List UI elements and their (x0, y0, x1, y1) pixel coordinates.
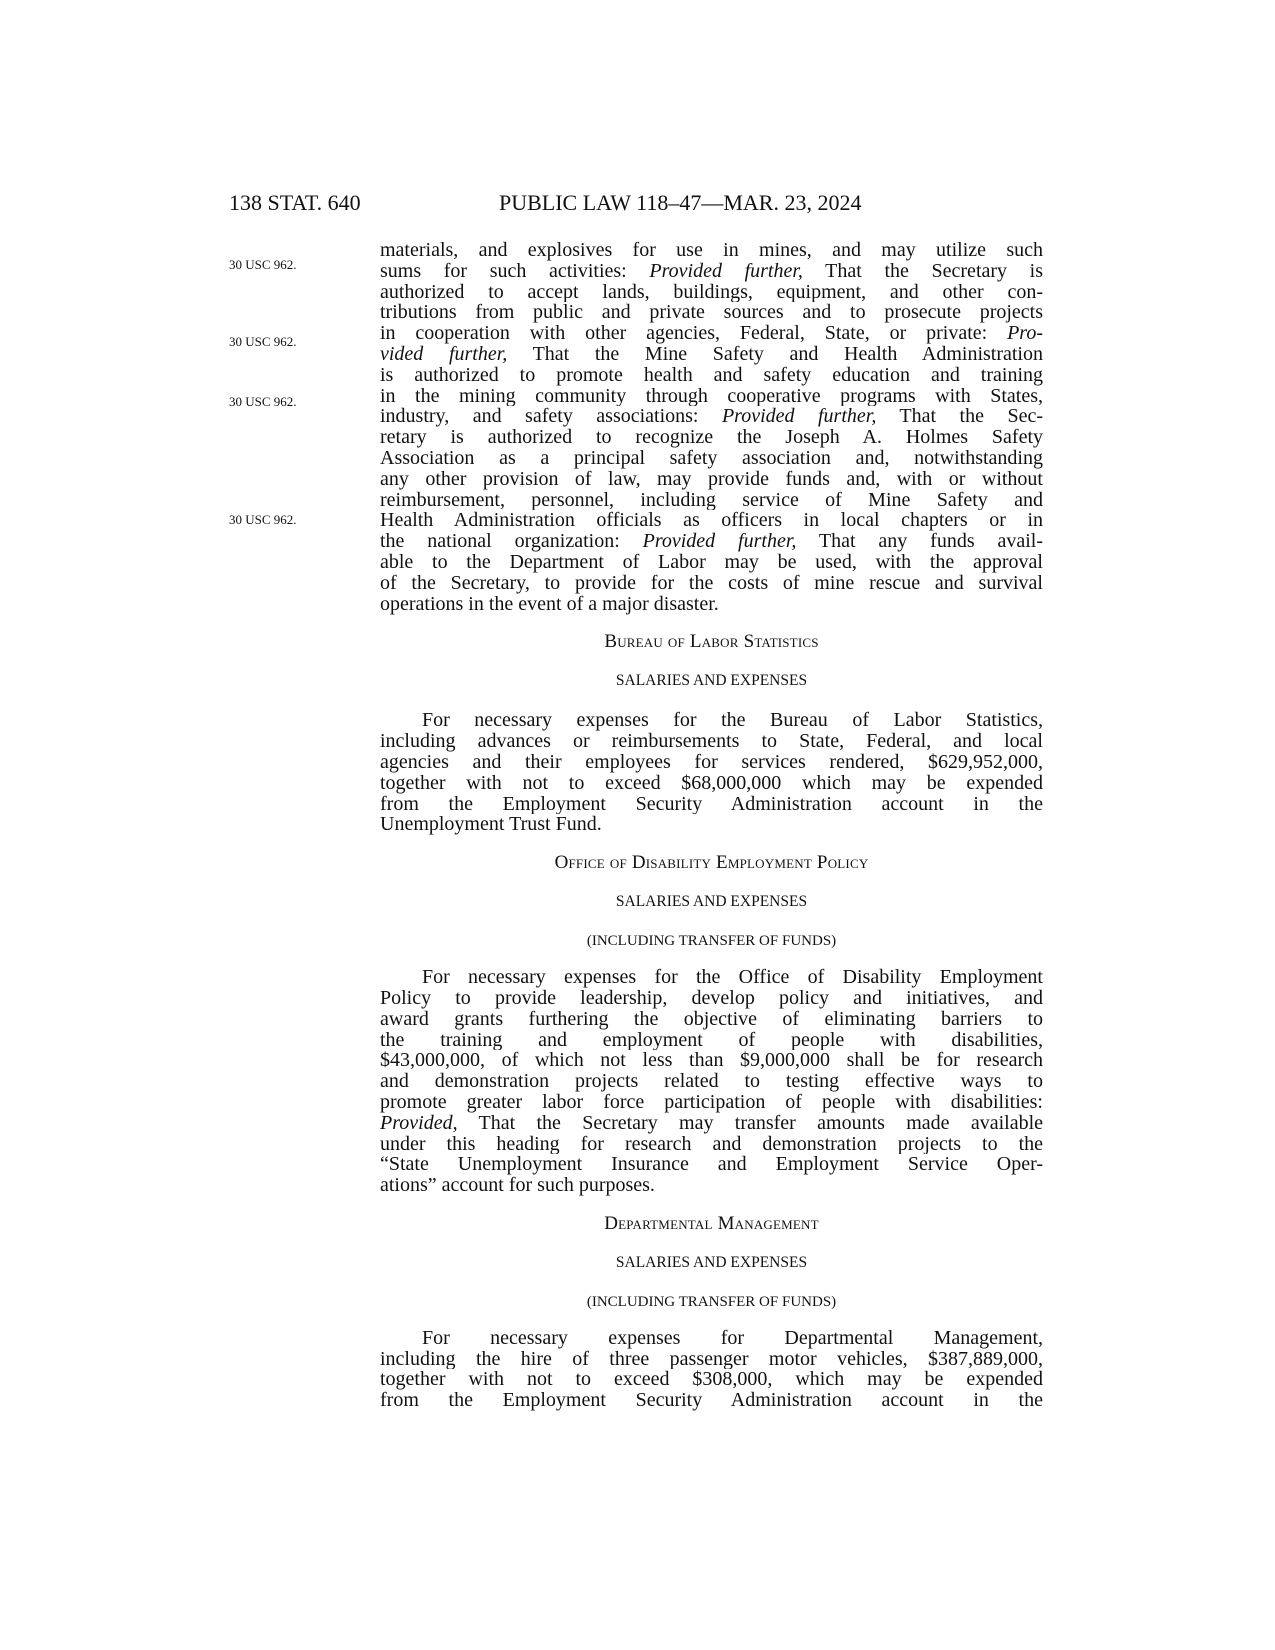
proviso-italic: Provided, (380, 1112, 458, 1134)
text-line: Unemployment Trust Fund. (380, 813, 602, 836)
text-line: For necessary expenses for the Office of Disability Employment (422, 967, 1043, 988)
text-line: Association as a principal safety association and, notwithstanding (380, 447, 1043, 469)
statute-text (380, 240, 1043, 1411)
text-line: is authorized to promote health and safety education and training (380, 364, 1043, 386)
text-line: and demonstration projects related to testing effective ways to (380, 1071, 1043, 1092)
text-line: from the Employment Security Administration account in the (380, 1390, 1043, 1412)
subheading-transfer-odep: (INCLUDING TRANSFER OF FUNDS) (586, 933, 837, 950)
public-law-title: PUBLIC LAW 118–47—MAR. 23, 2024 (499, 190, 862, 215)
text-line: retary is authorized to recognize the Joseph A. Holmes Safety (380, 427, 1043, 448)
margin-citation: 30 USC 962. (229, 394, 297, 409)
continuation-paragraph (380, 240, 1043, 614)
margin-citation: 30 USC 962. (229, 257, 297, 272)
text-line: Provided, That the Secretary may transfer amounts made available (380, 1112, 1043, 1134)
text-line: including the hire of three passenger motor vehicles, $387,889,000, (380, 1348, 1043, 1370)
text-line: Health Administration officials as officers in local chapters or in (380, 510, 1043, 532)
section-heading-odep: Office of Disability Employment Policy (554, 852, 869, 874)
text-line: For necessary expenses for the Bureau of Labor Statistics, (422, 710, 1043, 732)
margin-citation: 30 USC 962. (229, 334, 297, 349)
odep-paragraph (380, 967, 1043, 1196)
text-line: any other provision of law, may provide funds and, with or without (380, 468, 1043, 490)
text-line: in cooperation with other agencies, Federal, State, or private: Pro- (380, 323, 1043, 344)
text-line: tributions from public and private sources and to prosecute projects (380, 302, 1043, 324)
text-line: For necessary expenses for Departmental Management, (422, 1327, 1043, 1349)
text-line: including advances or reimbursements to State, Federal, and local (380, 731, 1043, 752)
text-line: under this heading for research and demonstration projects to the (380, 1133, 1043, 1155)
proviso-italic: vided further, (380, 343, 508, 365)
subheading-salaries-bls: SALARIES AND EXPENSES (615, 672, 808, 690)
text-line: promote greater labor force participation of people with disabilities: (380, 1091, 1043, 1113)
stat-page-number: 138 STAT. 640 (229, 190, 361, 215)
margin-citation: 30 USC 962. (229, 512, 297, 527)
proviso-italic: Pro- (1007, 323, 1043, 344)
text-line: from the Employment Security Administration account in the (380, 793, 1043, 815)
text-line: award grants furthering the objective of eliminating barriers to (380, 1008, 1043, 1030)
text-line: reimbursement, personnel, including service of Mine Safety and (380, 489, 1043, 511)
text-line: Policy to provide leadership, develop policy and initiatives, and (380, 987, 1043, 1009)
text-line: $43,000,000, of which not less than $9,000,000 shall be for research (380, 1050, 1043, 1072)
bls-paragraph (380, 710, 1043, 835)
text-line: the training and employment of people with disabilities, (380, 1029, 1043, 1051)
text-line: operations in the event of a major disaster. (380, 592, 719, 615)
text-line: of the Secretary, to provide for the costs of mine rescue and survival (380, 572, 1043, 594)
section-heading-bls: Bureau of Labor Statistics (604, 631, 819, 653)
text-line: in the mining community through cooperative programs with States, (380, 385, 1043, 407)
text-line: sums for such activities: Provided further, That the Secretary is (380, 260, 1043, 282)
text-line: together with not to exceed $68,000,000 which may be expended (380, 772, 1043, 794)
text-line: authorized to accept lands, buildings, equipment, and other con- (380, 281, 1043, 303)
text-line: the national organization: Provided further, That any funds avail- (380, 531, 1043, 552)
text-line: industry, and safety associations: Provided further, That the Sec- (380, 406, 1043, 428)
subheading-transfer-dm: (INCLUDING TRANSFER OF FUNDS) (586, 1293, 837, 1310)
dm-paragraph (380, 1328, 1043, 1411)
section-heading-dm: Departmental Management (604, 1212, 819, 1234)
subheading-salaries-odep: SALARIES AND EXPENSES (615, 893, 808, 911)
text-line: able to the Department of Labor may be used, with the approval (380, 551, 1043, 573)
text-line: ations” account for such purposes. (380, 1174, 655, 1197)
text-line: materials, and explosives for use in mines, and may utilize such (380, 240, 1043, 261)
subheading-salaries-dm: SALARIES AND EXPENSES (615, 1253, 808, 1271)
text-line: together with not to exceed $308,000, which may be expended (380, 1369, 1043, 1391)
text-line: “State Unemployment Insurance and Employment Service Oper- (380, 1154, 1043, 1176)
proviso-italic: Provided further, (642, 531, 797, 552)
text-line: vided further, That the Mine Safety and Health Administration (380, 343, 1043, 365)
text-line: agencies and their employees for services rendered, $629,952,000, (380, 751, 1043, 773)
running-header (0, 190, 1275, 220)
proviso-italic: Provided further, (649, 260, 803, 282)
proviso-italic: Provided further, (721, 406, 877, 428)
